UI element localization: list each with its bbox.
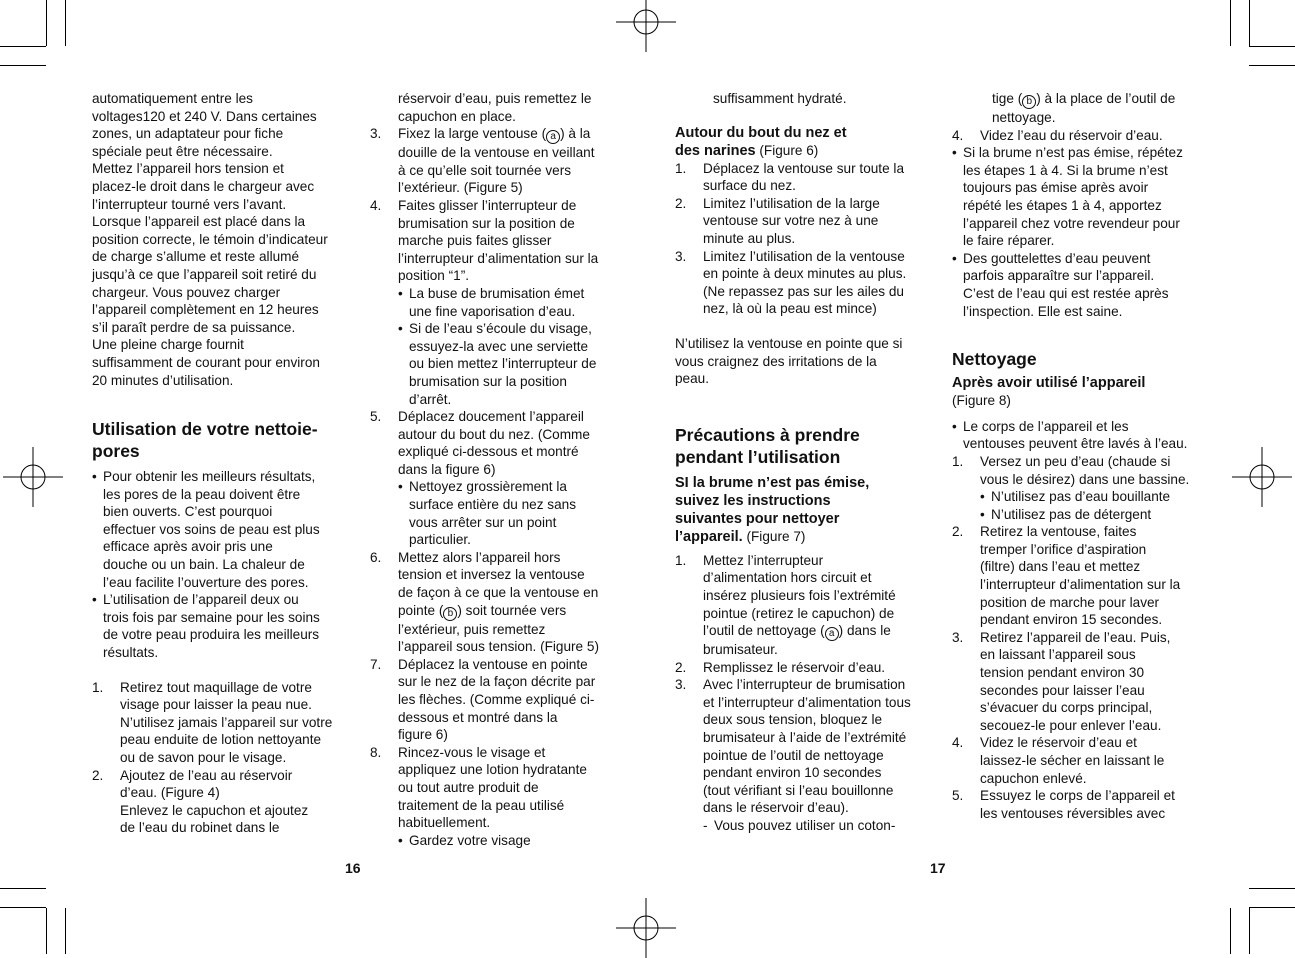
text-line: Versez un peu d’eau (chaude si — [980, 453, 1171, 469]
text-line: Retirez tout maquillage de votre — [120, 679, 312, 695]
text-line: Enlevez le capuchon et ajoutez — [120, 802, 309, 818]
text-line: les flèches. (Comme expliqué ci- — [398, 692, 595, 707]
text-line: en pointe à deux minutes au plus. — [703, 266, 907, 282]
text-line: appliquez une lotion hydratante — [398, 762, 587, 778]
text-line: Déplacez la ventouse en pointe — [398, 656, 588, 672]
text-line: position de marche pour laver — [980, 594, 1160, 610]
text-line: Le corps de l’appareil et les — [963, 418, 1129, 434]
text-line: Limitez l’utilisation de la ventouse — [703, 248, 905, 264]
subheading-brume: SI la brume n’est pas émise, suivez les instructions suivantes pour nettoyer l’appareil. (Figure 7) — [675, 474, 930, 546]
text-line: peau. — [675, 371, 710, 387]
text-line: brumisateur. — [703, 642, 778, 658]
text-line: tension et inversez la ventouse — [398, 567, 585, 583]
text-line: Si de l’eau s’écoule du visage, — [409, 321, 592, 337]
text-line: vous arrêter sur un point — [409, 514, 557, 530]
text-line: Gardez votre visage — [409, 832, 531, 848]
text-line: l’extérieur, puis remettez — [398, 621, 546, 637]
text-line: Pour obtenir les meilleurs résultats, — [103, 469, 316, 485]
crop-mark — [65, 0, 66, 46]
text-line: Faites glisser l’interrupteur de — [398, 197, 577, 213]
text-line: laissez-le sécher en laissant le — [980, 753, 1165, 768]
text-line: Essuyez le corps de l’appareil et — [980, 788, 1175, 804]
crop-mark — [1249, 907, 1295, 908]
text-line: vous craignez des irritations de la — [675, 353, 877, 369]
text-line: autour du bout du nez. (Comme — [398, 426, 590, 442]
text-line: pores — [92, 441, 140, 462]
part-a-icon: a — [546, 130, 560, 144]
text-line: Videz l’eau du réservoir d’eau. — [980, 127, 1163, 143]
text-line: La buse de brumisation émet — [409, 285, 585, 301]
registration-mark-icon — [3, 447, 63, 507]
bullet-item: • Nettoyez grossièrement la surface entière du nez sans vous arrêter sur un point particulier. — [398, 479, 577, 548]
step-item: 5. Essuyez le corps de l’appareil et les ventouses réversibles avec — [952, 787, 1207, 822]
text-line: ou tout autre produit de — [398, 779, 539, 795]
text-line: parfois apparaître sur l’appareil. — [963, 268, 1155, 284]
text-line: Nettoyez grossièrement la — [409, 479, 567, 495]
text-line: réservoir d’eau, puis remettez le — [398, 91, 592, 106]
column-1 — [92, 90, 352, 837]
text-line: s’évacuer du corps principal, — [980, 700, 1153, 716]
text-line: position correcte, le témoin d’indicateur — [92, 231, 328, 247]
bullet-item: • N’utilisez pas d’eau bouillante — [980, 489, 1171, 505]
step-item: 3. Retirez l’appareil de l’eau. Puis, en laissant l’appareil sous tension pendant environ 30 secondes pour laisser l’eau s’évacuer du corps principal, secouez-le pour enlever l’eau. — [952, 629, 1207, 735]
crop-mark — [1249, 0, 1250, 46]
text-line: C’est de l’eau qui est restée après — [963, 285, 1169, 301]
step-item: 6. Mettez alors l’appareil hors tension et inversez la ventouse de façon à ce que la ventouse en pointe ( b ) soit tournée vers l’extérieur, puis remettez l’appareil sous tension. (Figure 5) — [370, 549, 625, 656]
text-line: jusqu’à ce que l’appareil soit retiré du — [92, 266, 317, 282]
text-line: capuchon enlevé. — [980, 770, 1087, 786]
text-line: 20 minutes d’utilisation. — [92, 372, 234, 388]
bullet-item: • N’utilisez pas de détergent — [980, 506, 1152, 522]
step-item: 8. Rincez-vous le visage et appliquez une lotion hydratante ou tout autre produit de traitement de la peau utilisé habituellement. • Gardez votre visage — [370, 744, 625, 850]
text-line: expliqué ci-dessous et montré — [398, 444, 579, 460]
text-line: N’utilisez la ventouse en pointe que si — [675, 335, 903, 351]
bullet-item: • Le corps de l’appareil et les ventouses peuvent être lavés à l’eau. — [952, 418, 1188, 452]
text-line: automatiquement entre les — [92, 91, 253, 106]
text-line: Limitez l’utilisation de la large — [703, 195, 880, 211]
text-line: Si la brume n’est pas émise, répétez — [963, 145, 1183, 161]
text-line: douche ou un bain. La chaleur de — [103, 557, 305, 573]
subheading-apres: Après avoir utilisé l’appareil — [952, 375, 1146, 392]
crop-mark — [1249, 65, 1295, 66]
text-line: résultats. — [103, 645, 159, 661]
step-item: 7. Déplacez la ventouse en pointe sur le nez de la façon décrite par les flèches. (Comme expliqué ci- dessous et montré dans la figure 6) — [370, 656, 625, 744]
text-line: Déplacez la ventouse sur toute la — [703, 160, 905, 176]
text-line: toujours pas émise après avoir — [963, 180, 1149, 196]
text-line: (tout vérifiant si l’eau bouillonne — [703, 782, 894, 798]
text-line: d’arrêt. — [409, 391, 452, 407]
text-line: visage pour laisser la peau nue. — [120, 697, 312, 713]
step-item: 1. Retirez tout maquillage de votre visage pour laisser la peau nue. N’utilisez jamais l’appareil sur votre peau enduite de lotion nettoyante ou de savon pour le visage. — [92, 679, 352, 767]
text-line: bien ouverts. C’est pourquoi — [103, 504, 273, 520]
text-line: de charge s’allume et reste allumé — [92, 249, 300, 265]
text-line: les étapes 1 à 4. Si la brume n’est — [963, 162, 1168, 178]
column-4: tige ( b ) à la place de l’outil de nettoyage. 4. Videz l’eau du réservoir d’eau. • Si la brume n’est pas émise, répétez les étapes 1 à 4. Si la brume n’est toujours pas émise après avoir répété les étapes 1 à 4, apportez l’appareil chez votre revendeur pour le faire réparer. • Des gouttelettes d’eau peuvent parfois apparaître sur l’appareil. C’est de l’eau qui est restée après l’inspection. Elle est saine. Nettoyage Après avoir utilisé l’appareil (Figure 8) • Le corps de l’appareil et les ventouses peuvent être lavés à l’eau. 1. Versez un peu d’eau (chaude si vous le désirez) dans une bassine. • N’utilisez pas d’eau bouillante • N’utilisez pas de détergent 2. Retirez la ventouse, faites tremper l’orifice d’aspiration (filtre) dans l’eau et mettez l’interrupteur d’alimentation sur la position de marche pour laver pendant environ 15 secondes. 3. Retirez l’appareil de l’eau. Puis, en laissant l’appareil sous tension pendant environ 30 secondes pour laisser l’eau s’évacuer du corps principal, secouez-le pour enlever l’eau. 4. Videz le réservoir d’eau et laissez-le sécher en laissant le capuchon enlevé. 5. Essuyez le corps de l’appareil et les ventouses réversibles avec — [952, 90, 1207, 822]
crop-mark — [1249, 908, 1250, 954]
section-heading-nettoyage: Nettoyage — [952, 349, 1037, 370]
text-line: l’extérieur. (Figure 5) — [398, 180, 523, 196]
text-line: Déplacez doucement l’appareil — [398, 409, 584, 425]
text-line: zones, un adaptateur pour fiche — [92, 126, 284, 142]
text-line: trois fois par semaine pour les soins — [103, 609, 320, 625]
text-line: de l’eau du robinet dans le — [120, 820, 280, 836]
crop-mark — [65, 908, 66, 954]
step-item: 3. Avec l’interrupteur de brumisation et l’interrupteur d’alimentation tous deux sous tension, bloquez le brumisateur à l’aide de l’extrémité pointue de l’outil de nettoyage pendant environ 10 secondes (tout vérifiant si l’eau bouillonne dans le réservoir d’eau). - Vous pouvez utiliser un coton- — [675, 676, 930, 834]
crop-mark — [0, 907, 46, 908]
page-number-right: 17 — [930, 860, 946, 876]
note-paragraph — [675, 335, 930, 388]
text-line: sur le nez de la façon décrite par — [398, 674, 596, 690]
text-line: pendant environ 10 secondes — [703, 765, 882, 781]
text-line: les pores de la peau doivent être — [103, 486, 301, 502]
step-item: 4. Faites glisser l’interrupteur de brumisation sur la position de marche puis faites glisser l’interrupteur d’alimentation sur la position “1”. • La buse de brumisation émet une fine vaporisation d’eau. • Si de l’eau s’écoule du visage, essuyez-la avec une serviette ou bien mettez l’interrupteur de brumisation sur la position d’arrêt. — [370, 197, 625, 408]
section-heading-precautions — [675, 424, 930, 468]
text-line: placez-le droit dans le chargeur avec — [92, 178, 315, 194]
text-line: d’alimentation hors circuit et — [703, 570, 872, 586]
step-item: 3. Fixez la large ventouse ( a ) à la douille de la ventouse en veillant à ce qu’elle soit tournée vers l’extérieur. (Figure 5) — [370, 125, 625, 197]
text-line: Rincez-vous le visage et — [398, 744, 546, 760]
bullet-item: • L’utilisation de l’appareil deux ou trois fois par semaine pour les soins de votre peau produira les meilleurs résultats. — [92, 592, 320, 661]
text-line: les ventouses réversibles avec — [980, 805, 1166, 821]
step-item: 1. Déplacez la ventouse sur toute la surface du nez. — [675, 160, 930, 195]
text-line: ou bien mettez l’interrupteur de — [409, 356, 597, 372]
step-item: 3. Limitez l’utilisation de la ventouse en pointe à deux minutes au plus. (Ne repassez pas sur les ailes du nez, là où la peau est mince) — [675, 248, 930, 318]
bullet-item: • Des gouttelettes d’eau peuvent parfois apparaître sur l’appareil. C’est de l’eau qui est restée après l’inspection. Elle est saine. — [952, 250, 1169, 319]
text-line: pendant l’utilisation — [675, 446, 841, 467]
text-line: s’il paraît perdre de sa puissance. — [92, 319, 296, 335]
text-line: Avec l’interrupteur de brumisation — [703, 677, 906, 693]
text-line: dessous et montré dans la — [398, 709, 558, 725]
text-line: L’utilisation de l’appareil deux ou — [103, 592, 299, 608]
crop-mark — [46, 908, 47, 954]
part-a-icon: a — [825, 627, 839, 641]
step-item: 4. Videz le réservoir d’eau et laissez-le sécher en laissant le capuchon enlevé. — [952, 734, 1207, 787]
crop-mark — [1249, 46, 1295, 47]
text-line: Videz le réservoir d’eau et — [980, 735, 1137, 751]
text-line: l’inspection. Elle est saine. — [963, 303, 1123, 319]
text-line: traitement de la peau utilisé — [398, 797, 565, 813]
column-2 — [370, 90, 625, 849]
text-line: en laissant l’appareil sous — [980, 647, 1136, 663]
text-line: vous le désirez) dans une bassine. — [980, 471, 1190, 487]
text-line: douille de la ventouse en veillant — [398, 145, 595, 161]
step-item: 2. Retirez la ventouse, faites tremper l’orifice d’aspiration (filtre) dans l’eau et mettez l’interrupteur d’alimentation sur la position de marche pour laver pendant environ 15 secondes. — [952, 523, 1207, 629]
text-line: Retirez la ventouse, faites — [980, 524, 1137, 540]
crop-mark — [1230, 0, 1231, 46]
text-line: surface du nez. — [703, 178, 796, 194]
intro-paragraph — [92, 90, 352, 389]
text-line: essuyez-la avec une serviette — [409, 338, 589, 354]
text-line: habituellement. — [398, 815, 491, 831]
text-line: capuchon en place. — [398, 108, 516, 124]
text-line: spéciale peut être nécessaire. — [92, 143, 273, 159]
text-line: l’interrupteur d’alimentation sur la — [980, 577, 1181, 593]
text-line: suivantes pour nettoyer — [675, 510, 840, 527]
step-item: 1. Mettez l’interrupteur d’alimentation hors circuit et insérez plusieurs fois l’extrémité pointue (retirez le capuchon) de l’outil de nettoyage ( a ) dans le brumisateur. — [675, 552, 930, 659]
text-line: l’appareil complètement en 12 heures — [92, 302, 319, 318]
text-line: ventouse sur votre nez à une — [703, 213, 879, 229]
text-line: à ce qu’elle soit tournée vers — [398, 162, 572, 178]
text-line: ou de savon pour le visage. — [120, 750, 287, 765]
step-item: 5. Déplacez doucement l’appareil autour du bout du nez. (Comme expliqué ci-dessous et montré dans la figure 6) • Nettoyez grossièrement la surface entière du nez sans vous arrêter sur un point particulier. — [370, 408, 625, 549]
text-line: minute au plus. — [703, 230, 796, 246]
text-line: pendant environ 15 secondes. — [980, 612, 1163, 628]
section-heading-utilisation — [92, 418, 352, 462]
text-line: Mettez l’interrupteur — [703, 552, 824, 568]
text-line: chargeur. Vous pouvez charger — [92, 284, 281, 300]
text-line: pointue (retirez le capuchon) de — [703, 605, 895, 621]
text-line: Mettez l’appareil hors tension et — [92, 161, 284, 177]
text-line: dans la figure 6) — [398, 461, 496, 477]
text-line: de façon à ce que la ventouse en — [398, 585, 599, 601]
text-line: voltages120 et 240 V. Dans certaines — [92, 108, 317, 124]
text-line: de votre peau produira les meilleurs — [103, 627, 320, 643]
page-number-left: 16 — [345, 860, 361, 876]
crop-mark — [0, 65, 46, 66]
text-line: brumisation sur la position — [409, 373, 567, 389]
text-line: Des gouttelettes d’eau peuvent — [963, 250, 1151, 266]
text-line: Une pleine charge fournit — [92, 337, 244, 353]
registration-mark-icon — [1232, 447, 1292, 507]
text-line: le faire réparer. — [963, 233, 1055, 249]
text-line: et l’interrupteur d’alimentation tous — [703, 694, 911, 710]
section-heading-nez: Autour du bout du nez et des narines (Figure 6) — [675, 124, 847, 159]
bullet-item: • La buse de brumisation émet une fine vaporisation d’eau. — [398, 285, 585, 319]
text-line: suivez les instructions — [675, 492, 831, 509]
text-line: pointue de l’outil de nettoyage — [703, 747, 884, 763]
text-line: efficace après avoir pris une — [103, 539, 273, 555]
crop-mark — [1230, 908, 1231, 954]
text-line: nez, là où la peau est mince) — [703, 301, 877, 317]
text-line: (filtre) dans l’eau et mettez — [980, 559, 1141, 575]
crop-mark — [0, 46, 46, 47]
text-line: secondes pour laisser l’eau — [980, 682, 1145, 698]
text-line: Ajoutez de l’eau au réservoir — [120, 767, 293, 783]
text-line: Lorsque l’appareil est placé dans la — [92, 214, 306, 230]
text-line: une fine vaporisation d’eau. — [409, 303, 576, 319]
step-item: 1. Versez un peu d’eau (chaude si vous le désirez) dans une bassine. • N’utilisez pas d’eau bouillante • N’utilisez pas de détergent — [952, 453, 1207, 523]
text-line: tremper l’orifice d’aspiration — [980, 541, 1147, 557]
text-line: brumisation sur la position de — [398, 215, 575, 231]
step-item: 2. Limitez l’utilisation de la large ventouse sur votre nez à une minute au plus. — [675, 195, 930, 248]
text-line: SI la brume n’est pas émise, — [675, 474, 870, 491]
text-line: l’appareil chez votre revendeur pour — [963, 215, 1180, 231]
text-line: brumisateur à l’aide de l’extrémité — [703, 730, 907, 746]
step-item: 2. Ajoutez de l’eau au réservoir d’eau. (Figure 4) Enlevez le capuchon et ajoutez de l’eau du robinet dans le — [92, 767, 352, 837]
text-line: position “1”. — [398, 268, 470, 284]
text-line: tension pendant environ 30 — [980, 665, 1145, 681]
part-b-icon: b — [443, 607, 457, 621]
text-line: Remplissez le réservoir d’eau. — [703, 659, 886, 675]
text-line: l’interrupteur tourné vers l’avant. — [92, 196, 287, 212]
text-line: effectuer vos soins de peau est plus — [103, 521, 320, 537]
text-line: peau enduite de lotion nettoyante — [120, 732, 322, 748]
text-line: l’appareil sous tension. (Figure 5) — [398, 639, 599, 655]
text-line: l’interrupteur d’alimentation sur la — [398, 250, 599, 266]
registration-mark-icon — [616, 898, 676, 958]
text-line: Vous pouvez utiliser un coton- — [714, 818, 896, 834]
text-line: Utilisation de votre nettoie- — [92, 419, 318, 440]
text-line: dans le réservoir d’eau). — [703, 800, 849, 816]
text-line: répété les étapes 1 à 4, apportez — [963, 197, 1162, 213]
text-line: insérez plusieurs fois l’extrémité — [703, 587, 896, 603]
part-b-icon: b — [1022, 95, 1036, 109]
crop-mark — [46, 0, 47, 46]
text-line: marche puis faites glisser — [398, 233, 552, 249]
bullet-item: • Si la brume n’est pas émise, répétez les étapes 1 à 4. Si la brume n’est toujours pas émise après avoir répété les étapes 1 à 4, apportez l’appareil chez votre revendeur pour le faire réparer. — [952, 145, 1183, 249]
text-line: surface entière du nez sans — [409, 497, 577, 513]
text-line: l’eau facilite l’ouverture des pores. — [103, 574, 309, 590]
text-line: Retirez l’appareil de l’eau. Puis, — [980, 629, 1171, 645]
text-line: nettoyage. — [992, 110, 1056, 125]
crop-mark — [1249, 888, 1295, 889]
text-line: d’eau. (Figure 4) — [120, 785, 220, 801]
text-line: Précautions à prendre — [675, 424, 860, 445]
text-line: particulier. — [409, 532, 471, 548]
text-line: secouez-le pour enlever l’eau. — [980, 717, 1162, 733]
step-item: 4. Videz l’eau du réservoir d’eau. — [952, 127, 1207, 145]
text-line: (Ne repassez pas sur les ailes du — [703, 283, 904, 299]
step-item: 2. Remplissez le réservoir d’eau. — [675, 659, 930, 677]
dash-item: - Vous pouvez utiliser un coton- — [703, 818, 896, 834]
text-line: ventouses peuvent être lavés à l’eau. — [963, 436, 1188, 452]
bullet-item: • Si de l’eau s’écoule du visage, essuyez-la avec une serviette ou bien mettez l’interrupteur de brumisation sur la position d’arrêt. — [398, 321, 597, 407]
crop-mark — [0, 888, 46, 889]
registration-mark-icon — [616, 0, 676, 52]
text-line: Mettez alors l’appareil hors — [398, 549, 561, 565]
text-line: figure 6) — [398, 727, 448, 743]
bullet-item: • Pour obtenir les meilleurs résultats, les pores de la peau doivent être bien ouverts. C’est pourquoi effectuer vos soins de peau est plus efficace après avoir pris une douche ou un bain. La chaleur de l’eau facilite l’ouverture des pores. — [92, 469, 320, 590]
text-line: N’utilisez jamais l’appareil sur votre — [120, 714, 333, 730]
text-line: deux sous tension, bloquez le — [703, 712, 883, 728]
bullet-item: • Gardez votre visage — [398, 832, 531, 848]
column-3: suffisamment hydraté. Autour du bout du nez et des narines (Figure 6) 1. Déplacez la ventouse sur toute la surface du nez. 2. Limitez l’utilisation de la large ventouse sur votre nez à une minute au plus. 3. Limitez l’utilisation de la ventouse en pointe à deux minutes au plus. (Ne repassez pas sur les ailes du nez, là où la peau est mince) N’utilisez la ventouse en pointe que si vous craignez des irritations de la peau. Précautions à prendre pendant l’utilisation SI la brume n’est pas émise, suivez les instructions suivantes pour nettoyer l’appareil. (Figure 7) 1. Mettez l’interrupteur d’alimentation hors circuit et insérez plusieurs fois l’extrémité pointue (retirez le capuchon) de l’outil de nettoyage ( a ) dans le brumisateur. 2. Remplissez le réservoir d’eau. 3. Avec l’interrupteur de brumisation et l’interrupteur d’alimentation tous deux sous tension, bloquez le brumisateur à l’aide de l’extrémité pointue de l’outil de nettoyage pendant environ 10 secondes (tout vérifiant si l’eau bouillonne dans le réservoir d’eau). - Vous pouvez utiliser un coton- — [675, 90, 930, 835]
text-line: suffisamment de courant pour environ — [92, 354, 320, 370]
